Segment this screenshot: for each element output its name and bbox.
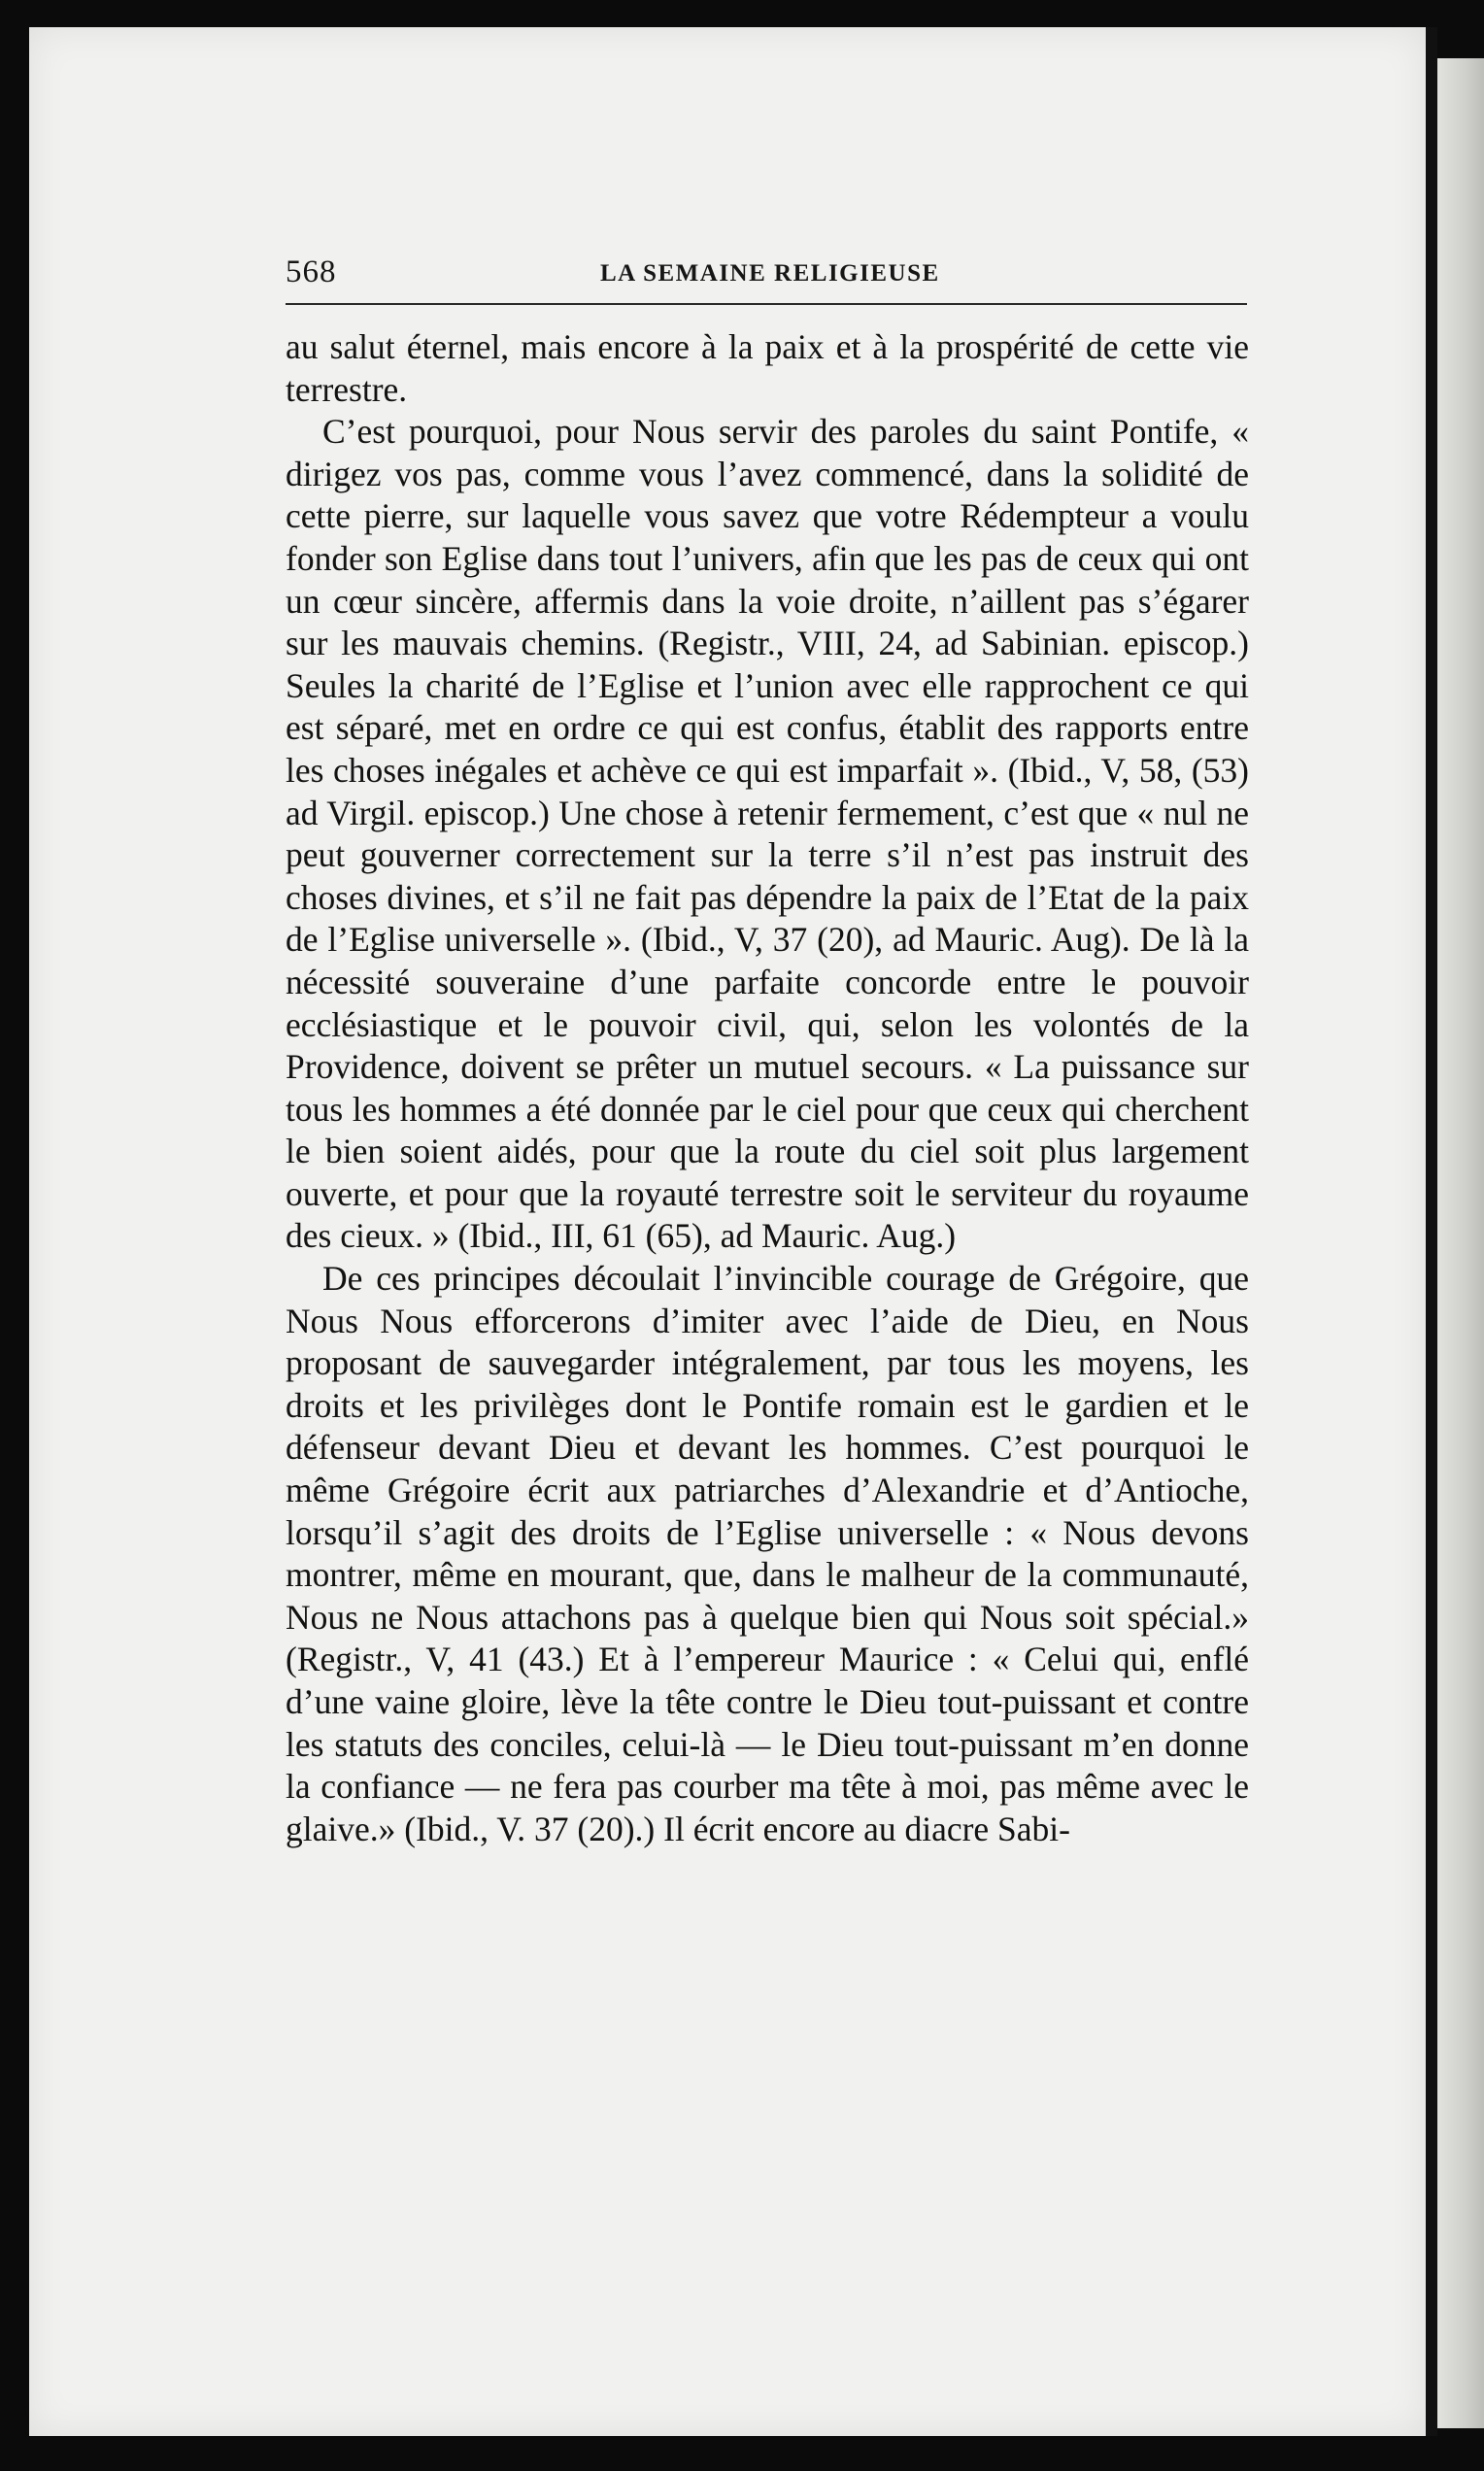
adjacent-page-edge: [1437, 58, 1484, 2428]
page-header: [286, 254, 1247, 297]
paragraph: C’est pourquoi, pour Nous servir des paroles du saint Pontife, « dirigez vos pas, comme vous l’avez commencé, dans la solidité de cette pierre, sur laquelle vous savez que votre Rédempteur a voulu fonder son Eglise dans tout l’univers, afin que les pas de ceux qui ont un cœur sincère, affermis dans la voie droite, n’aillent pas s’égarer sur les mauvais chemins. (Registr., VIII, 24, ad Sabinian. episcop.) Seules la charité de l’Eglise et l’union avec elle rapprochent ce qui est séparé, met en ordre ce qui est confus, établit des rapports entre les choses inégales et achève ce qui est imparfait ». (Ibid., V, 58, (53) ad Virgil. episcop.) Une chose à retenir fermement, c’est que « nul ne peut gouverner correctement sur la terre s’il n’est pas instruit des choses divines, et s’il ne fait pas dépendre la paix de l’Etat de la paix de l’Eglise universelle ». (Ibid., V, 37 (20), ad Mauric. Aug). De là la nécessité souveraine d’une parfaite concorde entre le pouvoir ecclésiastique et le pouvoir civil, qui, selon les volontés de la Providence, doivent se prêter un mutuel secours. « La puissance sur tous les hommes a été donnée par le ciel pour que ceux qui cherchent le bien soient aidés, pour que la route du ciel soit plus largement ouverte, et pour que la royauté terrestre soit le serviteur du royaume des cieux. » (Ibid., III, 61 (65), ad Mauric. Aug.): [286, 412, 1249, 1256]
paragraph: De ces principes découlait l’invincible courage de Grégoire, que Nous Nous efforcerons d’imiter avec l’aide de Dieu, en Nous proposant de sauvegarder intégralement, par tous les moyens, les droits et les privilèges dont le Pontife romain est le gardien et le défenseur devant Dieu et devant les hommes. C’est pourquoi le même Grégoire écrit aux patriarches d’Alexandrie et d’Antioche, lorsqu’il s’agit des droits de l’Eglise universelle : « Nous devons montrer, même en mourant, que, dans le malheur de la communauté, Nous ne Nous attachons pas à quelque bien qui Nous soit spécial.» (Registr., V, 41 (43.) Et à l’empereur Maurice : « Celui qui, enflé d’une vaine gloire, lève la tête contre le Dieu tout-puissant et contre les statuts des conciles, celui-là — le Dieu tout-puissant m’en donne la confiance — ne fera pas courber ma tête à moi, pas même avec le glaive.» (Ibid., V. 37 (20).) Il écrit encore au diacre Sabi-: [286, 1259, 1249, 1848]
page-number: 568: [286, 254, 337, 289]
header-rule: [286, 303, 1247, 305]
body-text: [286, 326, 1249, 1850]
running-title: LA SEMAINE RELIGIEUSE: [600, 260, 940, 287]
page-gutter: [1426, 27, 1437, 2436]
paragraph-continuation: au salut éternel, mais encore à la paix et à la prospérité de cette vie terrestre.: [286, 327, 1249, 409]
